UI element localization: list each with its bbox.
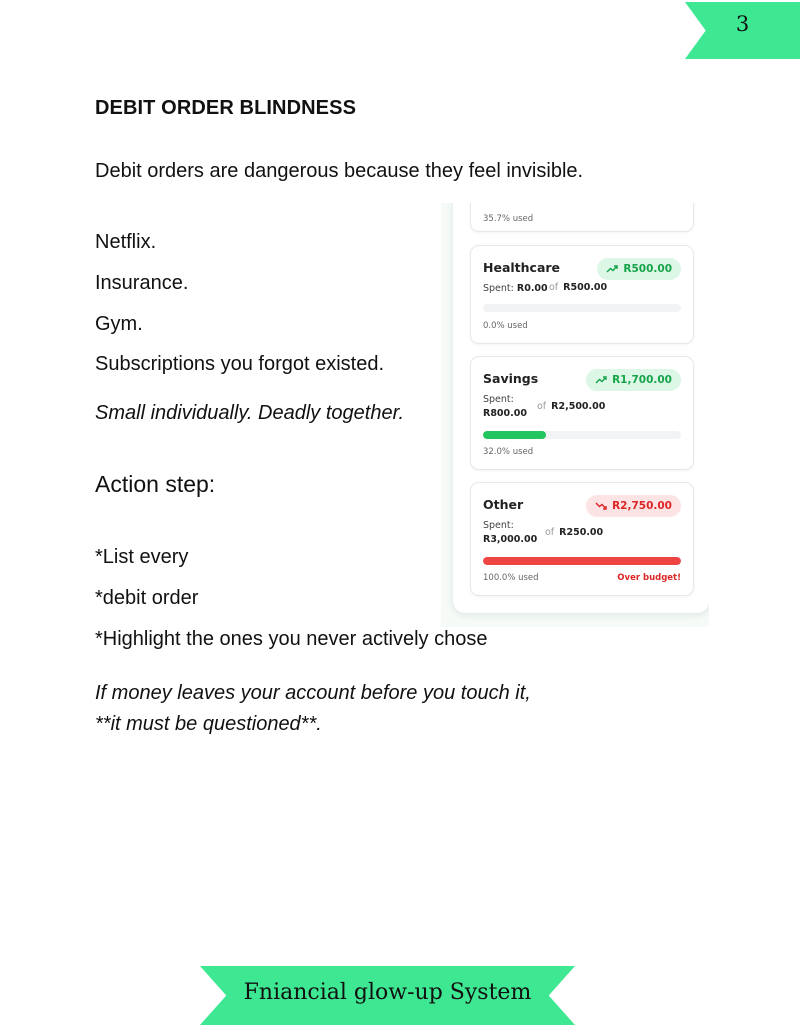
closing-line: If money leaves your account before you touch it, xyxy=(95,682,531,704)
badge-amount: R500.00 xyxy=(623,263,672,275)
budget-card-healthcare[interactable] xyxy=(470,245,694,344)
section-heading: DEBIT ORDER BLINDNESS xyxy=(95,97,357,119)
spent-label: Spent: xyxy=(483,394,514,405)
progress-track xyxy=(483,431,681,439)
footer-title: Fniancial glow-up System xyxy=(243,980,532,1005)
budget-screenshot xyxy=(441,203,709,627)
spent-info xyxy=(483,282,548,296)
total-info xyxy=(549,282,607,293)
closing-quote xyxy=(95,678,531,740)
of-label: of xyxy=(537,401,547,412)
closing-line: **it must be questioned**. xyxy=(95,713,322,735)
action-heading: Action step: xyxy=(95,471,216,497)
budget-card-savings[interactable] xyxy=(470,356,694,470)
budget-card-partial xyxy=(470,203,694,232)
over-budget-label: Over budget! xyxy=(617,573,681,583)
list-item: Gym. xyxy=(95,313,143,335)
remaining-badge xyxy=(586,369,681,391)
spent-label: Spent: xyxy=(483,520,514,531)
total-amount: R500.00 xyxy=(563,282,608,293)
progress-track xyxy=(483,557,681,565)
progress-fill xyxy=(483,431,546,439)
card-title: Other xyxy=(483,497,524,512)
action-item: *List every xyxy=(95,546,189,568)
used-label: 35.7% used xyxy=(483,214,534,224)
of-label: of xyxy=(549,282,559,293)
list-item: Subscriptions you forgot existed. xyxy=(95,353,385,375)
overspend-badge xyxy=(586,495,681,517)
used-label: 32.0% used xyxy=(483,447,534,457)
total-info xyxy=(545,527,603,538)
remaining-badge xyxy=(597,258,681,280)
card-title: Savings xyxy=(483,371,539,386)
badge-amount: R2,750.00 xyxy=(612,500,672,512)
budget-card-other[interactable] xyxy=(470,482,694,596)
total-info xyxy=(537,401,605,412)
total-amount: R250.00 xyxy=(559,527,604,538)
action-item: *debit order xyxy=(95,587,199,609)
used-label: 100.0% used xyxy=(483,573,539,583)
list-item: Netflix. xyxy=(95,231,157,253)
trend-up-icon xyxy=(606,264,618,274)
of-label: of xyxy=(545,527,555,538)
spent-info xyxy=(483,393,527,421)
spent-label: Spent: xyxy=(483,283,514,294)
spent-amount: R800.00 xyxy=(483,408,527,419)
badge-amount: R1,700.00 xyxy=(612,374,672,386)
progress-fill xyxy=(483,557,681,565)
used-label: 0.0% used xyxy=(483,321,528,331)
page-number: 3 xyxy=(735,12,750,36)
action-item: *Highlight the ones you never actively chose xyxy=(95,628,488,650)
card-title: Healthcare xyxy=(483,260,561,275)
spent-amount: R3,000.00 xyxy=(483,534,538,545)
progress-track xyxy=(483,304,681,312)
trend-down-icon xyxy=(595,501,607,511)
emphasis-text: Small individually. Deadly together. xyxy=(95,402,405,424)
trend-up-icon xyxy=(595,375,607,385)
list-item: Insurance. xyxy=(95,272,189,294)
spent-info xyxy=(483,519,537,547)
intro-text: Debit orders are dangerous because they feel invisible. xyxy=(95,160,584,182)
spent-amount: R0.00 xyxy=(516,283,548,294)
total-amount: R2,500.00 xyxy=(551,401,606,412)
